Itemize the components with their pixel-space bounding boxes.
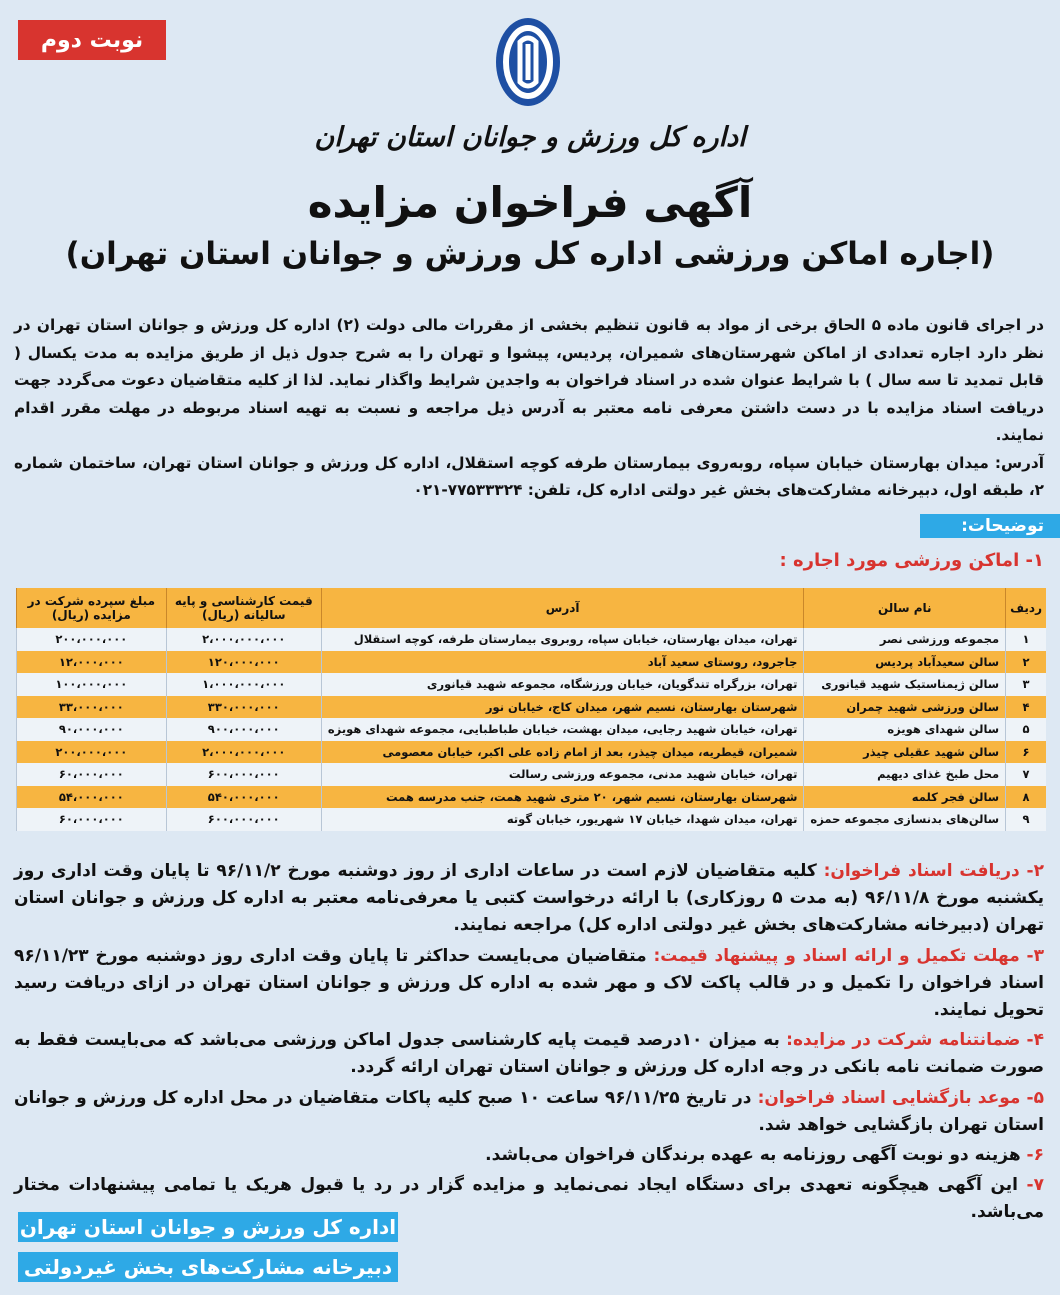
row-deposit: ۱۰۰،۰۰۰،۰۰۰ [17,673,167,696]
table-row [17,673,1047,696]
table-header-row [17,588,1047,628]
venues-table [16,588,1046,831]
header-name: نام سالن [804,588,1006,628]
table-row [17,696,1047,719]
clause-2 [14,858,1044,940]
clause-6 [14,1142,1044,1169]
clause-7-body: این آگهی هیچگونه تعهدی برای دستگاه ایجاد نمی‌نماید و مزایده گزار در رد یا قبول هریک یا تمامی پیشنهادات مختار می‌باشد. [14,1175,1044,1223]
clause-6-lead: ۶- [1026,1145,1044,1166]
row-deposit: ۱۲،۰۰۰،۰۰۰ [17,651,167,674]
row-name: سالن فجر کلمه [804,786,1006,809]
clause-3-body: متقاضیان می‌بایست حداکثر تا پایان وقت اداری روز دوشنبه مورخ ۹۶/۱۱/۲۳ اسناد فراخوان را تکمیل و در قالب پاکت لاک و مهر شده به اداره کل ورزش و جوانان استان تهران در ازای دریافت رسید تحویل نمایند. [14,945,1044,1021]
row-deposit: ۳۳،۰۰۰،۰۰۰ [17,696,167,719]
row-base-price: ۱،۰۰۰،۰۰۰،۰۰۰ [166,673,321,696]
clause-4-lead: ۴- ضمانتنامه شرکت در مزایده: [786,1030,1044,1051]
row-idx: ۶ [1006,741,1046,764]
tehran-logo-icon [492,14,564,110]
row-address: جاجرود، روستای سعید آباد [321,651,804,674]
row-address: تهران، خیابان شهید مدنی، مجموعه ورزشی رسالت [321,763,804,786]
table-row [17,718,1047,741]
table-row [17,741,1047,764]
table-row [17,763,1047,786]
row-name: سالن شهید عقیلی چیذر [804,741,1006,764]
header-base-price: قیمت کارشناسی و پایه سالیانه (ریال) [166,588,321,628]
table-row [17,786,1047,809]
row-deposit: ۵۴،۰۰۰،۰۰۰ [17,786,167,809]
clause-5 [14,1085,1044,1139]
header-idx: ردیف [1006,588,1046,628]
intro-text [14,312,1044,505]
row-base-price: ۶۰۰،۰۰۰،۰۰۰ [166,808,321,831]
address-paragraph: آدرس: میدان بهارستان خیابان سپاه، روبه‌روی بیمارستان طرفه کوچه استقلال، اداره کل ورزش و جوانان استان تهران، ساختمان شماره ۲، طبقه اول، دبیرخانه مشارکت‌های بخش غیر دولتی اداره کل، تلفن: ۷۷۵۳۳۳۲۴-۰۲۱ [14,453,1044,499]
row-name: سالن ژیمناستیک شهید قیانوری [804,673,1006,696]
header-deposit: مبلغ سپرده شرکت در مزایده (ریال) [17,588,167,628]
section-1-heading: ۱- اماکن ورزشی مورد اجاره : [779,550,1044,571]
clause-2-body: کلیه متقاضیان لازم است در ساعات اداری از روز دوشنبه مورخ ۹۶/۱۱/۲ تا پایان وقت اداری روز یکشنبه مورخ ۹۶/۱۱/۸ (به مدت ۵ روزکاری) با ارائه درخواست کتبی یا معرفی‌نامه معتبر به اداره کل ورزش و جوانان استان تهران (دبیرخانه مشارکت‌های بخش غیر دولتی اداره کل) مراجعه نمایند. [14,861,1044,936]
organization-title: اداره کل ورزش و جوانان استان تهران [314,122,746,153]
row-idx: ۳ [1006,673,1046,696]
row-idx: ۹ [1006,808,1046,831]
clause-5-lead: ۵- موعد بازگشایی اسناد فراخوان: [757,1087,1044,1108]
row-base-price: ۶۰۰،۰۰۰،۰۰۰ [166,763,321,786]
clause-7-lead: ۷- [1026,1175,1044,1196]
intro-paragraph: در اجرای قانون ماده ۵ الحاق برخی از مواد به قانون تنظیم بخشی از مقررات مالی دولت (۲) اداره کل ورزش و جوانان استان تهران در نظر دارد اجاره تعدادی از اماکن شهرستان‌های شمیران، پردیس، پیشوا و تهران را به شرح جدول ذیل از طریق مزایده به مدت یکسال ( قابل تمدید تا سه سال ) با شرایط عنوان شده در اسناد فراخوان به واجدین شرایط واگذار نماید. لذا از کلیه متقاضیان دعوت می‌گردد جهت دریافت اسناد مزایده با در دست داشتن معرفی نامه معتبر به آدرس ذیل مراجعه و نسبت به تهیه اسناد مربوطه در مهلت مقرر اقدام نمایند. [14,316,1044,444]
footer-secretariat: دبیرخانه مشارکت‌های بخش غیردولتی [18,1252,398,1282]
row-address: تهران، میدان شهدا، خیابان ۱۷ شهریور، خیابان گوته [321,808,804,831]
row-idx: ۱ [1006,628,1046,651]
row-address: شهرستان بهارستان، نسیم شهر، ۲۰ متری شهید همت، جنب مدرسه همت [321,786,804,809]
footer-organization: اداره کل ورزش و جوانان استان تهران [18,1212,398,1242]
clause-3 [14,943,1044,1025]
row-name: سالن سعیدآباد پردیس [804,651,1006,674]
row-address: تهران، بزرگراه تندگویان، خیابان ورزشگاه، مجموعه شهید قیانوری [321,673,804,696]
clause-4 [14,1027,1044,1081]
page-title: آگهی فراخوان مزایده [307,178,753,227]
clause-5-body: در تاریخ ۹۶/۱۱/۲۵ ساعت ۱۰ صبح کلیه پاکات متقاضیان در محل اداره کل ورزش و جوانان استان تهران بازگشایی خواهد شد. [14,1087,1044,1135]
row-name: سالن ورزشی شهید چمران [804,696,1006,719]
row-base-price: ۹۰۰،۰۰۰،۰۰۰ [166,718,321,741]
row-name: سالن‌های بدنسازی مجموعه حمزه [804,808,1006,831]
row-base-price: ۲،۰۰۰،۰۰۰،۰۰۰ [166,741,321,764]
row-name: سالن شهدای هویزه [804,718,1006,741]
row-address: شمیران، قیطریه، میدان چیذر، بعد از امام زاده علی اکبر، خیابان معصومی [321,741,804,764]
row-name: مجموعه ورزشی نصر [804,628,1006,651]
row-base-price: ۵۴۰،۰۰۰،۰۰۰ [166,786,321,809]
clause-4-body: به میزان ۱۰درصد قیمت پایه کارشناسی جدول اماکن ورزشی می‌باشد که می‌بایست فقط به صورت ضمانت نامه بانکی در وجه اداره کل ورزش و جوانان استان تهران ارائه گردد. [14,1030,1044,1078]
notes-label: توضیحات: [920,514,1060,538]
row-idx: ۲ [1006,651,1046,674]
row-address: تهران، میدان بهارستان، خیابان سپاه، روبروی بیمارستان طرفه، کوچه استقلال [321,628,804,651]
clause-2-lead: ۲- دریافت اسناد فراخوان: [823,861,1044,881]
row-idx: ۷ [1006,763,1046,786]
clauses-list [14,858,1044,1230]
row-base-price: ۳۳۰،۰۰۰،۰۰۰ [166,696,321,719]
row-deposit: ۶۰،۰۰۰،۰۰۰ [17,808,167,831]
row-base-price: ۱۲۰،۰۰۰،۰۰۰ [166,651,321,674]
page-subtitle: (اجاره اماکن ورزشی اداره کل ورزش و جوانان استان تهران) [65,236,995,272]
table-row [17,808,1047,831]
row-idx: ۴ [1006,696,1046,719]
clause-6-body: هزینه دو نوبت آگهی روزنامه به عهده برندگان فراخوان می‌باشد. [485,1145,1027,1166]
row-deposit: ۹۰،۰۰۰،۰۰۰ [17,718,167,741]
row-base-price: ۲،۰۰۰،۰۰۰،۰۰۰ [166,628,321,651]
row-idx: ۸ [1006,786,1046,809]
header-address: آدرس [321,588,804,628]
row-address: تهران، خیابان شهید رجایی، میدان بهشت، خیابان طباطبایی، مجموعه شهدای هویزه [321,718,804,741]
table-row [17,651,1047,674]
table-row [17,628,1047,651]
clause-3-lead: ۳- مهلت تکمیل و ارائه اسناد و پیشنهاد قیمت: [653,945,1044,966]
row-deposit: ۲۰۰،۰۰۰،۰۰۰ [17,741,167,764]
row-deposit: ۶۰،۰۰۰،۰۰۰ [17,763,167,786]
row-address: شهرستان بهارستان، نسیم شهر، میدان کاج، خیابان نور [321,696,804,719]
row-idx: ۵ [1006,718,1046,741]
row-deposit: ۲۰۰،۰۰۰،۰۰۰ [17,628,167,651]
edition-badge: نوبت دوم [18,20,166,60]
row-name: محل طبخ غذای دیهیم [804,763,1006,786]
